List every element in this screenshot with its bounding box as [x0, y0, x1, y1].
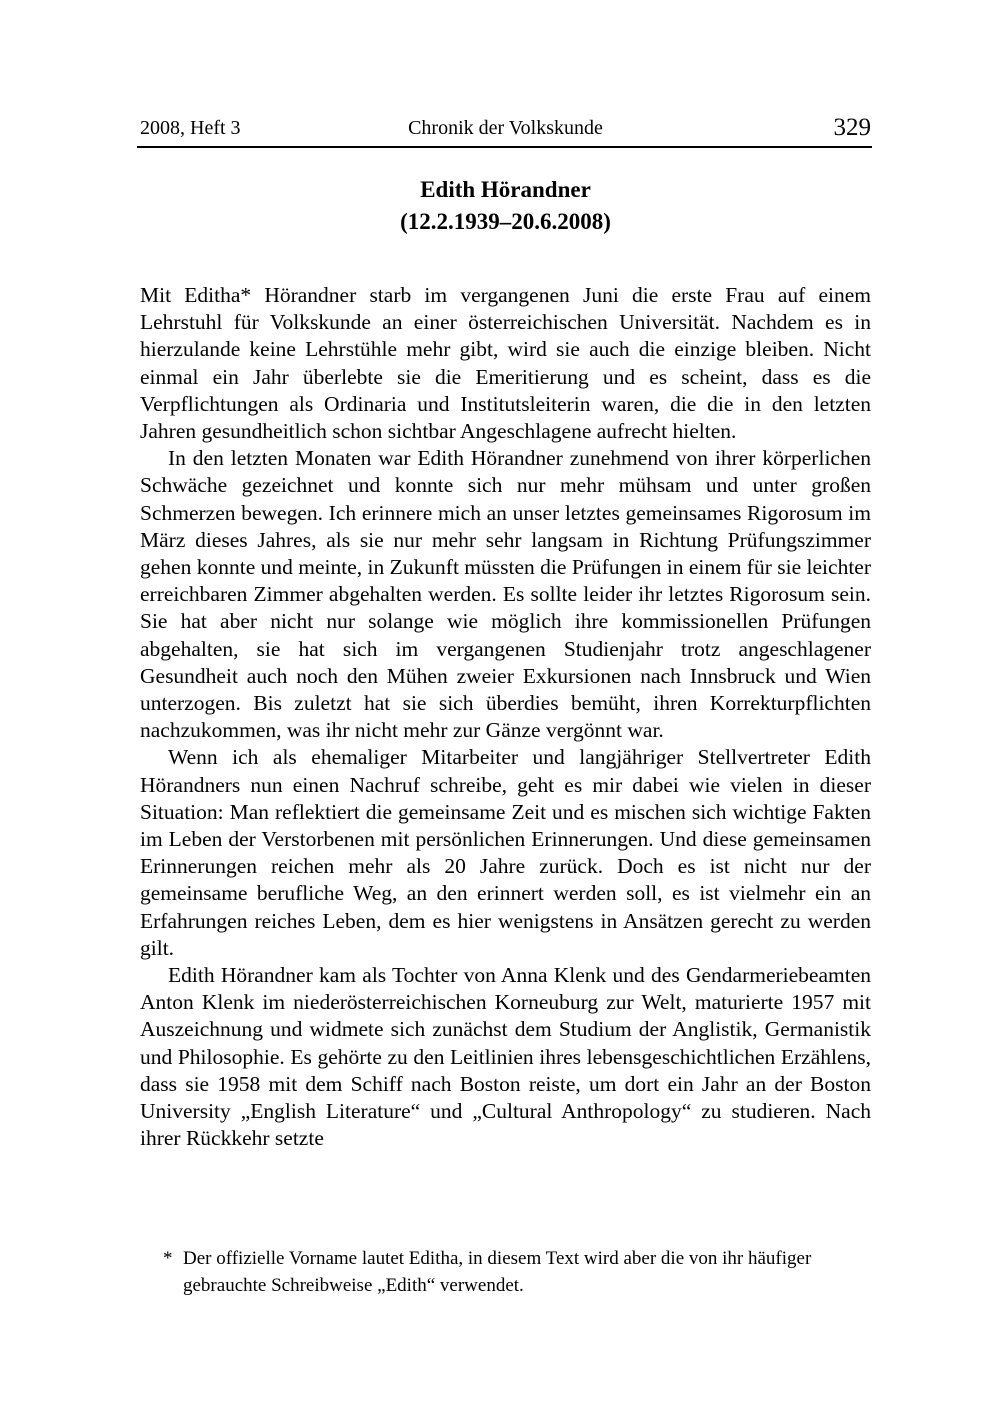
journal-issue: 2008, Heft 3: [140, 117, 241, 139]
header-rule: [137, 146, 872, 148]
footnote-text: Der offizielle Vorname lautet Editha, in diesem Text wird aber die von ihr häufiger gebrauchte Schreibweise „Edith“ verwendet.: [183, 1248, 812, 1296]
footnote: [163, 1246, 871, 1299]
body-paragraph: In den letzten Monaten war Edith Hörandner zunehmend von ihrer körperlichen Schwäche gezeichnet und konnte sich nur mehr mühsam und unter großen Schmerzen bewegen. Ich erinnere mich an unser letztes gemeinsames Rigorosum im März dieses Jahres, als sie nur mehr sehr langsam in Richtung Prüfungszimmer gehen konnte und meinte, in Zukunft müssten die Prüfungen in einem für sie leichter erreichbaren Zimmer abgehalten werden. Es sollte leider ihr letztes Rigorosum sein. Sie hat aber nicht nur solange wie möglich ihre kommissionellen Prüfungen abgehalten, sie hat sich im vergangenen Studienjahr trotz angeschlagener Gesundheit auch noch den Mühen zweier Exkursionen nach Innsbruck und Wien unterzogen. Bis zuletzt hat sie sich überdies bemüht, ihren Korrekturpflichten nachzukommen, was ihr nicht mehr zur Gänze vergönnt war.: [140, 446, 871, 743]
article-title-dates: (12.2.1939–20.6.2008): [400, 209, 611, 234]
article-title-name: Edith Hörandner: [420, 177, 591, 202]
body-paragraph: Edith Hörandner kam als Tochter von Anna Klenk und des Gendarmeriebeamten Anton Klenk im niederösterreichischen Korneuburg zur Welt, maturierte 1957 mit Auszeichnung und widmete sich zunächst dem Studium der Anglistik, Germanistik und Philosophie. Es gehörte zu den Leitlinien ihres lebensgeschichtlichen Erzählens, dass sie 1958 mit dem Schiff nach Boston reiste, um dort ein Jahr an der Boston University „English Literature“ und „Cultural Anthropology“ zu studieren. Nach ihrer Rückkehr setzte: [140, 963, 871, 1151]
article-body: [140, 282, 871, 1153]
running-title: Chronik der Volkskunde: [408, 117, 603, 139]
page-header: [140, 112, 871, 142]
page-number: 329: [833, 114, 871, 141]
footnote-marker: *: [163, 1248, 173, 1269]
article-title: [140, 174, 871, 238]
body-paragraph: Mit Editha* Hörandner starb im vergangenen Juni die erste Frau auf einem Lehrstuhl für Volkskunde an einer österreichischen Universität. Nachdem es in hierzulande keine Lehrstühle mehr gibt, wird sie auch die einzige bleiben. Nicht einmal ein Jahr überlebte sie die Emeritierung und es scheint, dass es die Verpflichtungen als Ordinaria und Institutsleiterin waren, die die in den letzten Jahren gesundheitlich schon sichtbar Angeschlagene aufrecht hielten.: [140, 283, 871, 444]
body-paragraph: Wenn ich als ehemaliger Mitarbeiter und langjähriger Stellvertreter Edith Hörandners nun einen Nachruf schreibe, geht es mir dabei wie vielen in dieser Situation: Man reflektiert die gemeinsame Zeit und es mischen sich wichtige Fakten im Leben der Verstorbenen mit persönlichen Erinnerungen. Und diese gemeinsamen Erinnerungen reichen mehr als 20 Jahre zurück. Doch es ist nicht nur der gemeinsame berufliche Weg, an den erinnert werden soll, es ist vielmehr ein an Erfahrungen reiches Leben, dem es hier wenigstens in Ansätzen gerecht zu werden gilt.: [140, 745, 871, 960]
